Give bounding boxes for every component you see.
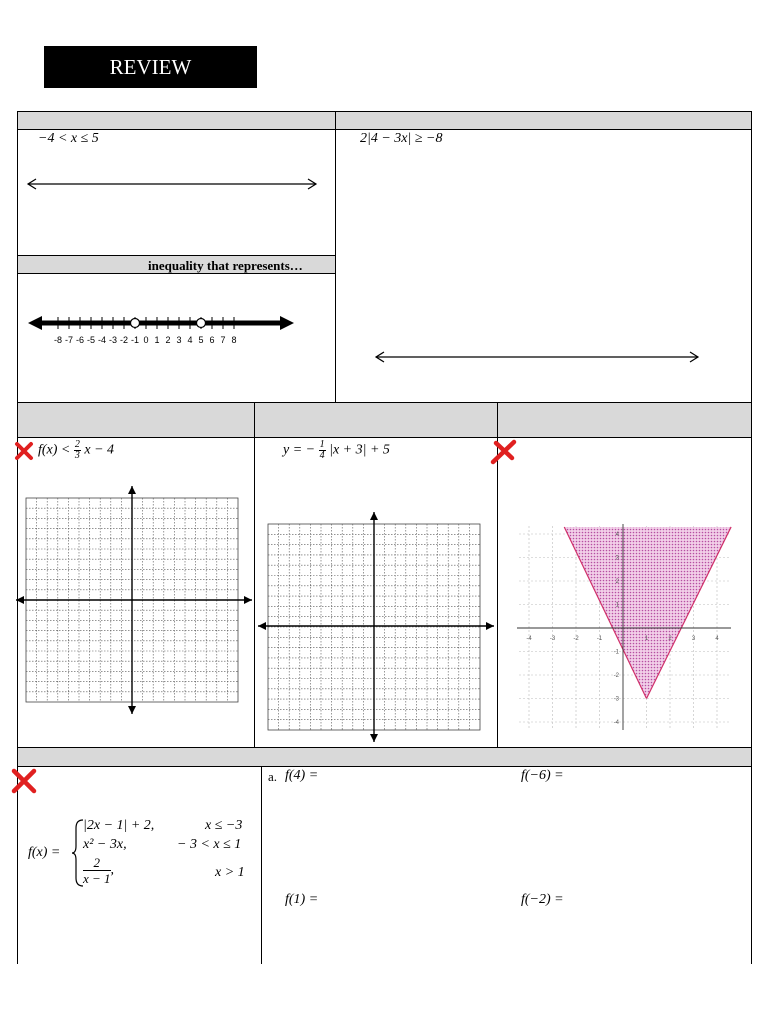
graph3-y-tick-label: 1 [615, 602, 619, 609]
piece-2-cond: − 3 < x ≤ 1 [177, 837, 242, 852]
s1-left-header [17, 111, 336, 130]
s2-problem-2-prefix: y = − [283, 442, 316, 458]
s1-right-header [335, 111, 752, 130]
eval-f-neg6: f(−6) = [521, 768, 564, 783]
graph3-x-tick-label: 3 [691, 636, 696, 642]
piece-3-num: 2 [83, 855, 111, 871]
number-line-tick-label: -4 [97, 335, 107, 345]
s2-problem-2-fraction [319, 440, 326, 461]
piece-1-expr: |2x − 1| + 2, [83, 818, 155, 833]
number-line-tick-label: -1 [130, 335, 140, 345]
x-axis-arrow-right [486, 622, 494, 630]
number-line-tick-label: 4 [187, 335, 193, 345]
blank-number-line-1 [26, 176, 318, 192]
s2-problem-2-frac-den: 4 [319, 450, 325, 461]
eval-f-1: f(1) = [285, 892, 319, 907]
y-axis-arrow-down [128, 706, 136, 714]
eval-f-neg2: f(−2) = [521, 892, 564, 907]
wrong-mark-icon [14, 441, 34, 461]
number-line-tick-label: 8 [231, 335, 237, 345]
s3-header [17, 747, 752, 767]
graph3-x-tick-label: 2 [668, 636, 672, 642]
s3-right-border [751, 766, 752, 964]
y-axis-arrow-down [370, 734, 378, 742]
number-line-graph [26, 310, 298, 350]
piece-3-den: x − 1 [83, 871, 111, 886]
graph3-x-tick-label: 1 [644, 636, 649, 642]
graph3-y-tick-label: -2 [613, 673, 619, 679]
s2-problem-1-prefix: f(x) < [38, 442, 71, 458]
coordinate-grid-1 [14, 484, 254, 716]
s2-problem-2-suffix: |x + 3| + 5 [329, 442, 390, 458]
number-line-tick-label: 5 [198, 335, 204, 345]
graph3-y-tick-label: 4 [615, 532, 619, 538]
y-axis-arrow-up [370, 512, 378, 520]
x-axis-arrow-left [258, 622, 266, 630]
piecewise-fx-label: f(x) = [28, 845, 61, 860]
blank-number-line-2 [374, 349, 700, 365]
y-axis-arrow-up [128, 486, 136, 494]
s2-header-1 [17, 402, 255, 438]
piece-3-cond: x > 1 [215, 865, 245, 880]
graph3-x-tick-label: -2 [573, 636, 579, 642]
graph3-y-tick-label: 3 [615, 555, 619, 562]
number-line-tick-label: -8 [53, 335, 63, 345]
graph3-y-tick-label: 2 [615, 579, 619, 585]
s1-left-problem: −4 < x ≤ 5 [38, 131, 99, 146]
s2-header-3 [497, 402, 752, 438]
s2-problem-1-fraction [74, 440, 81, 461]
number-line-tick-label: -5 [86, 335, 96, 345]
wrong-mark-icon [9, 767, 39, 795]
s3-mid-border [261, 766, 262, 964]
s1-left-top-cell [17, 129, 336, 256]
s1-subheader-label: inequality that represents… [148, 258, 303, 273]
number-line-tick-label: 0 [143, 335, 149, 345]
s2-header-2 [254, 402, 498, 438]
s2-problem-1-frac-den: 3 [74, 450, 80, 461]
s1-right-problem: 2|4 − 3x| ≥ −8 [360, 131, 443, 146]
piece-2-expr: x² − 3x, [83, 837, 127, 852]
s2-problem-2-frac-num: 1 [319, 439, 325, 450]
s3-left-border [17, 766, 18, 964]
graph3-x-tick-label: -1 [596, 636, 603, 642]
s2-problem-1 [38, 440, 114, 461]
piece-3-tail: , [110, 862, 115, 878]
graph3-shaded-region [564, 527, 731, 699]
wrong-mark-icon [488, 438, 518, 466]
number-line-tick-label: 6 [209, 335, 215, 345]
graph3-y-tick-label: -1 [613, 649, 619, 656]
piece-1-cond: x ≤ −3 [205, 818, 243, 833]
s2-problem-1-frac-num: 2 [74, 439, 80, 450]
graph3-x-tick-label: -3 [549, 636, 556, 642]
number-line-tick-label: -3 [108, 335, 118, 345]
x-axis-arrow-right [244, 596, 252, 604]
shaded-inequality-graph [515, 522, 735, 732]
piece-3-expr [83, 855, 114, 886]
coordinate-grid-2 [256, 510, 496, 744]
graph3-x-tick-label: -4 [526, 636, 532, 642]
number-line-tick-label: 7 [220, 335, 226, 345]
review-title: REVIEW [44, 46, 257, 88]
number-line-tick-label: -6 [75, 335, 85, 345]
x-axis-arrow-left [16, 596, 24, 604]
eval-f-4: f(4) = [285, 768, 319, 783]
number-line-tick-label: 1 [154, 335, 160, 345]
number-line-tick-label: -7 [64, 335, 74, 345]
number-line-tick-label: 3 [176, 335, 182, 345]
number-line-tick-label: 2 [165, 335, 171, 345]
graph3-y-tick-label: -4 [613, 720, 619, 726]
s2-problem-1-suffix: x − 4 [84, 442, 115, 458]
piece-3-fraction [83, 855, 111, 886]
number-line-tick-label: -2 [119, 335, 129, 345]
part-a-label: a. [268, 769, 278, 784]
graph3-x-tick-label: 4 [715, 636, 719, 642]
graph3-y-tick-label: -3 [613, 696, 619, 703]
s2-problem-2 [283, 440, 390, 461]
